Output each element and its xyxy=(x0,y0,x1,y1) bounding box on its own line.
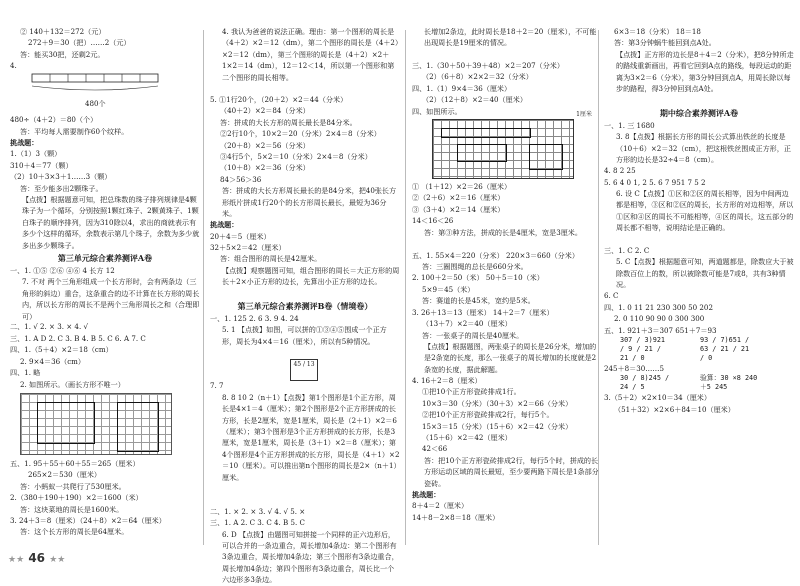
rectangle-shape xyxy=(117,402,159,452)
rectangle-shape-2 xyxy=(457,144,507,162)
text-line: 2. 0 110 90 90 0 300 300 xyxy=(614,314,705,324)
number-line-figure xyxy=(10,60,200,114)
text-line: 答：能买30把，还剩2元。 xyxy=(20,49,105,59)
text-paragraph: 答：第③种方法，拼成的长是4厘米，宽是3厘米。 xyxy=(424,227,582,237)
text-line: 四、如图所示。 xyxy=(412,106,462,116)
section-title: 第三单元综合素养测评A卷 xyxy=(57,253,153,264)
text-line: 5×9＝45（米） xyxy=(422,284,475,294)
text-line: 3. 26＋13＝13（厘米） 14＋2＝7（厘米） xyxy=(412,307,554,317)
division-row xyxy=(604,336,794,363)
text-line: 五、1. 55×4＝220（分米） 220×3＝660（分米） xyxy=(412,250,579,260)
text-paragraph: 7. 不对 两个三角形组成一个长方形时，会有两条边（三角形的斜边）重合，这条重合的边不计算在长方形的周长内，所以长方形的周长不是两个三角形周长之和（合理即可） xyxy=(22,277,200,321)
long-division-3: 30 / 8)245 / 24 / 5 xyxy=(620,374,670,392)
text-line: ①把10个正方形瓷砖排成1行。 xyxy=(422,387,521,397)
text-line: 答：组合图形的周长是42厘米。 xyxy=(220,254,322,264)
hint-paragraph: 【点拨】根据题意可知，把总珠数的珠子排列规律是4颗珠子为一个循环，分别按照1颗红珠子、2颗黄珠子、1颗白珠子的顺序排列，因为310除以4，求出的商就表示有多少个这样的循环，余数表示第几个珠子，余数为多少就多出多少颗珠子。 xyxy=(22,195,200,250)
star-icon: ★★ xyxy=(8,555,25,565)
section-title: 期中综合素养测评A卷 xyxy=(659,107,739,118)
text-line: （2）（12＋8）×2＝40（厘米） xyxy=(422,95,527,105)
column-3 xyxy=(412,26,602,523)
text-line: 245＋8＝30……5 xyxy=(604,364,664,374)
text-line: （51＋32）×2×6＋84＝10（厘米） xyxy=(614,404,735,414)
text-line: 答：至少能多出2颗珠子。 xyxy=(20,183,103,193)
text-line: 答：这个长方形的周长是64厘米。 xyxy=(20,527,129,537)
hint-paragraph: 3. 8【点拨】根据长方形的周长公式算出铁丝的长度是（10＋6）×2＝32（cm），把这根铁丝围成正方形，正方形的边长是32÷4＝8（cm）。 xyxy=(616,132,791,165)
long-division-1: 307 / 3)921 / 9 / 21 / 21 / 0 xyxy=(620,336,666,363)
page-number: 46 xyxy=(28,551,46,565)
text-line: 5. ①1行20个，（20＋2）×2＝44（分米） xyxy=(210,95,348,104)
column-2 xyxy=(210,26,400,586)
text-line: 310＋4＝77（颗） xyxy=(10,160,73,170)
text-line: 5. 6 4 0 1, 2 5. 6 7 951 7 5 2 xyxy=(604,177,706,187)
text-line: ②把10个正方形瓷砖排成2行，每行5个。 xyxy=(422,410,554,420)
text-paragraph: 答：拼成的大长方形周长最长的是84分米，把40张长方形纸片拼成1行20个的长方形周长最长，最短为36分米。 xyxy=(222,186,397,219)
hint-paragraph: 【点拨】正方形的边长是8＋4＝2（分米），把8分钟所走的路线重新画出，再看它回到A点的路线，每段运动的距离为3×2＝6（分米），第3分钟回到点A，用周长除以每步的路程，得3分钟回到点A处。 xyxy=(616,49,794,94)
text-line: 20＋4＝5（厘米） xyxy=(210,231,271,241)
rectangle-shape-3 xyxy=(529,144,563,170)
text-line: 答：三圈围绳的总长是660分米。 xyxy=(422,262,528,272)
section-label: 挑战题： xyxy=(210,220,239,230)
text-line: 二、1. × 2. × 3. √ 4. √ 5. × xyxy=(210,506,306,516)
column-divider xyxy=(405,30,406,545)
division-row xyxy=(604,374,794,392)
section-title: 第三单元综合素养测评B卷（情境卷） xyxy=(237,300,373,311)
hint-paragraph: 6. D 【点拨】由题图可知拼接一个同样的正六边形后，可以合并的一条边重合，周长增加4条边：第二个图形有3条边重合，周长增加4条边；第三个图形有3条边重合，周长增加4条边；第四个图形有3条边重合，周长比一个六边形多3条边。 xyxy=(222,529,399,585)
text-line: 四、1. 略 xyxy=(10,368,41,378)
text-line: 2. 9×4＝36（cm） xyxy=(20,356,86,366)
text-line: 三、1.（30＋50＋39＋48）×2＝207（分米） xyxy=(412,61,564,70)
text-line: 2. 如图所示。（画长方形不唯一） xyxy=(20,379,125,389)
text-line: 五、1. 95＋55＋60＋55＝265（厘米） xyxy=(10,458,140,468)
small-square-figure xyxy=(210,358,400,380)
text-line: 三、1. A 2. C 3. C 4. B 5. C xyxy=(210,518,305,528)
text-line: ③4行5个，5×2＝10（分米）2×4＝8（分米） xyxy=(220,152,372,162)
square-diagram: 45 / 13 xyxy=(290,359,318,381)
text-line: （40＋2）×2＝84（分米） xyxy=(220,106,310,116)
text-line: 答：平均每人需要制作60个纹样。 xyxy=(20,126,129,136)
text-line: ① （1＋12）×2＝26（厘米） xyxy=(412,182,512,192)
text-line: （15＋6）×2＝42（厘米） xyxy=(422,432,512,442)
text-line: 15×3＝15（分米）（15＋6）×2＝42（分米） xyxy=(422,421,573,431)
text-line: （2）10＋3×3＋1……3（颗） xyxy=(10,172,112,182)
text-line: 一、1. ①⑤ ②⑥ ④⑥ 4 长方 12 xyxy=(10,266,115,276)
text-line: 14＜16＜26 xyxy=(412,216,454,226)
text-line: 32＋5×2＝42（厘米） xyxy=(210,243,286,253)
text-line: 三、1. A D 2. C 3. B 4. B 5. C 6. A 7. C xyxy=(10,333,146,343)
long-division-2: 93 / 7)651 / 63 / 21 / 21 / 0 xyxy=(700,336,750,363)
text-paragraph: 答：把10个正方形瓷砖排成2行，每行5个时，拼成的长方形运动区域的周长最短，至少要两路下周长是1条部分瓷砖。 xyxy=(424,455,599,488)
text-line: ②2行10个，10×2＝20（分米）2×4＝8（分米） xyxy=(220,129,381,139)
text-line: 二、1. √ 2. × 3. × 4. √ xyxy=(10,322,88,332)
scale-label: 1厘米 xyxy=(576,111,592,119)
text-line: 42＜66 xyxy=(422,444,448,454)
hint-paragraph: 5. 1 【点拨】如图，可以拼的①③④⑤围成一个正方形，周长为4×4＝16（厘米），所以有5种情况。 xyxy=(222,325,387,346)
text-line: 一、1. 125 2. 6 3. 9 4. 24 xyxy=(210,313,299,323)
text-line: 四、1.（5＋4）×2＝18（cm） xyxy=(10,345,113,355)
text-line: 五、1. 921＋3＝307 651＋7＝93 xyxy=(604,325,717,335)
page-footer xyxy=(8,551,65,565)
hint-paragraph: 6. 设 C【点拨】①区和②区的周长相等，因为中间两边都是相等，③区和②区的周长，长方形的对边相等，所以①区和④区的周长不可能相等，④区的周长，这五部分的周长都不相等，说明结论是正确的。 xyxy=(616,189,794,233)
hint-paragraph: 5. C【点拨】根据题意可知，两道题都是，除数应大于被除数百位上的数，所以被除数可能是7或8，共有3种情况。 xyxy=(616,257,794,290)
check-calculation: 验算：30 ×8 240 ＋5 245 xyxy=(700,374,758,392)
column-4 xyxy=(604,26,794,415)
text-line: ②（2＋6）×2＝16（厘米） xyxy=(412,193,505,203)
hint-paragraph: 8. 8 10 2（n＋1）【点拨】第1个图形是1个正方形，周长是4×1＝4（厘米）；第2个图形是2个正方形拼成的长方形，长是2厘米，宽是1厘米，周长是（2＋1）×2＝6（厘米）；第3个图形是3个正方形拼成的长方形，长是3厘米，宽是1厘米，周长是（3＋1）×2＝8（厘米）；第4个图形是4个正方形拼成的长方形，周长是（4＋1）×2＝10（厘米）。可以推出第n个图形的周长是2×（n＋1）厘米。 xyxy=(222,392,400,482)
text-line: 84＞56＞36 xyxy=(220,174,262,184)
text-line: 4. xyxy=(10,61,17,71)
section-label: 挑战题： xyxy=(412,489,441,499)
text-line: 3. 24＋3＝8（厘米）（24＋8）×2＝64（厘米） xyxy=(10,515,166,525)
text-line: ③（3＋4）×2＝14（厘米） xyxy=(412,204,505,214)
text-line: 4. 16＋2＝8（厘米） xyxy=(412,375,482,385)
text-line: ② 140＋132＝272（元） xyxy=(20,27,106,36)
column-divider xyxy=(203,30,204,545)
column-1 xyxy=(10,26,200,538)
text-line: 四、1.（1）9×4＝36（厘米） xyxy=(412,83,512,93)
text-line: 6. C xyxy=(604,291,619,301)
grid-figure xyxy=(20,393,172,455)
text-line: 三、1. C 2. C xyxy=(604,246,650,256)
text-line: （20＋8）×2＝56（分米） xyxy=(220,140,310,150)
text-line: 一、1. 三 1680 xyxy=(604,120,655,130)
text-line: （10＋8）×2＝36（分米） xyxy=(220,163,310,173)
text-line: （2）（6＋8）×2×2＝32（分米） xyxy=(422,72,533,82)
text-line: （13＋7）×2＝40（厘米） xyxy=(422,319,512,329)
text-line: 答：第3分钟蜗牛能回到点A处。 xyxy=(614,38,716,48)
section-label: 挑战题： xyxy=(10,138,39,148)
rectangle-shape-1 xyxy=(441,128,531,138)
text-line: 4. 8 2 25 xyxy=(604,166,636,176)
text-line: 2.（380＋190＋190）×2＝1600（米） xyxy=(10,493,143,503)
rectangle-shape xyxy=(37,402,95,444)
text-line: 6×3＝18（分米） 18＝18 xyxy=(614,27,701,36)
hint-paragraph: 【点拨】观察题图可知，组合图形的周长＝大正方形的周长＋2×小正方形的边长，先算出小正方形的边长。 xyxy=(222,265,400,287)
text-line: 2. 100＋2＝50（米） 50＋5＝10（米） xyxy=(412,273,544,283)
text-line: 10×3＝30（分米）（30＋3）×2＝66（分米） xyxy=(422,398,573,408)
text-line: 265×2＝530（厘米） xyxy=(28,470,102,480)
text-line: 四、1. 0 11 21 230 300 50 202 xyxy=(604,302,713,312)
text-line: 480÷（4＋2）＝80（个） xyxy=(10,115,98,125)
text-line: 14＋8－2×8＝18（厘米） xyxy=(412,512,500,522)
figure-label: 480个 xyxy=(85,99,106,109)
hint-paragraph: 【点拨】根据题图，两张桌子的周长是26分米，增加的是2条宽的长度，那么一张桌子的周长增加的长度就是2条宽的长度，据此解题。 xyxy=(424,341,597,374)
text-line: 答：拼成的大长方形的周长最长是84分米。 xyxy=(220,117,357,127)
text-line: 1.（1）3（颗） xyxy=(10,149,62,159)
text-line: 272＋9＝30（把）……2（元） xyxy=(28,38,131,48)
text-paragraph: 4. 我认为爸爸的说法正确。理由：第一个图形的周长是（4＋2）×2＝12（dm），第二个图形的周长是（4＋2）×2＝12（dm），第三个图形的周长是（4＋2）×2＋1×2＝14（dm），12＝12＜14，所以第一个图形和第二个图形的周长相等。 xyxy=(222,27,399,82)
text-line: 答：小蚂蚁一共爬行了530厘米。 xyxy=(20,481,126,491)
text-line: 答：一张桌子的周长是40厘米。 xyxy=(422,330,524,340)
text-paragraph: 长增加2条边，此时周长是18＋2＝20（厘米），不可能出现周长是19厘米的情况。 xyxy=(424,27,597,48)
column-divider xyxy=(598,30,599,545)
text-line: 8＋4＝2（厘米） xyxy=(412,501,469,511)
star-icon: ★★ xyxy=(49,555,66,565)
grid-figure xyxy=(432,119,574,179)
text-line: 3.（5＋2）×2×10＝34（厘米） xyxy=(604,393,711,403)
text-line: 答：赛道的长是45米，宽约是5米。 xyxy=(422,296,535,306)
bar-diagram xyxy=(30,68,160,98)
text-line: 答：这块菜地的周长是1600米。 xyxy=(20,504,124,514)
text-line: 7. 7 xyxy=(210,381,224,391)
